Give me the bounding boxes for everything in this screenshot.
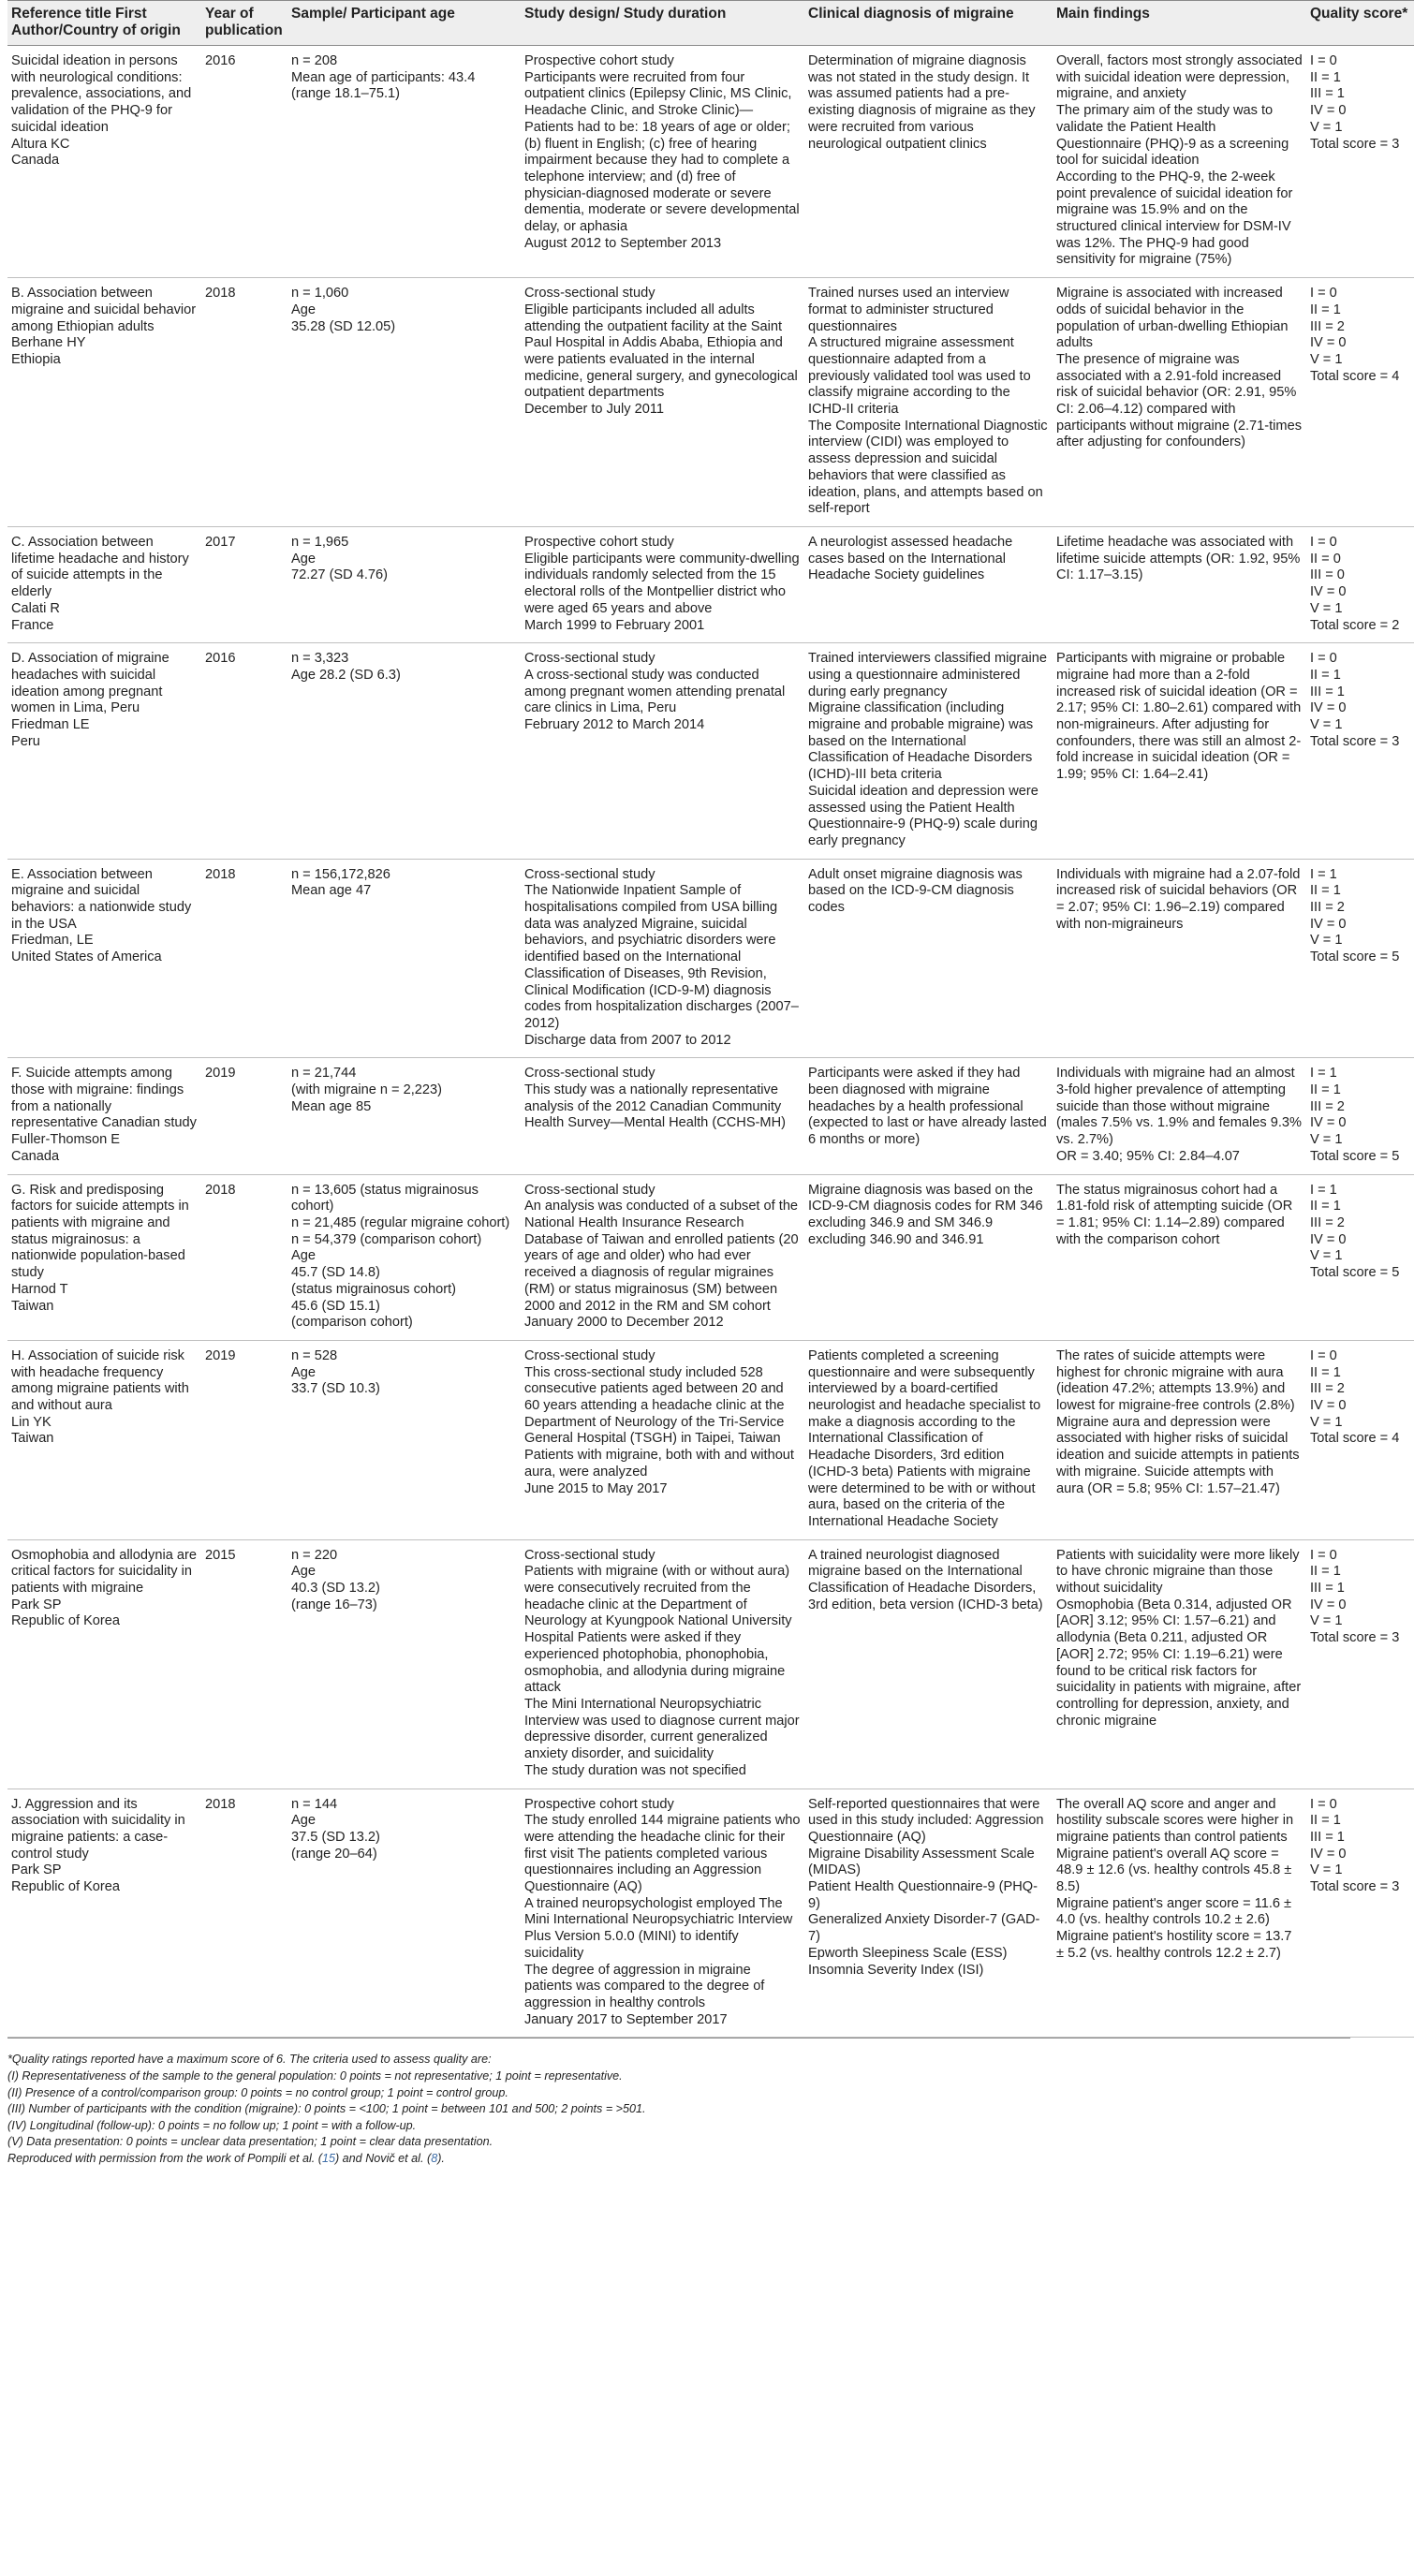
- table-row: [7, 1174, 1414, 1340]
- cell-design: Cross-sectional study An analysis was conducted of a subset of the National Health Insurance Research Database of Taiwan and enrolled patients (20 years of age and older) who had ever received a diagnosis of regular migraines (RM) or status migrainosus (SM) between 2000 and 2012 in the RM and SM cohort January 2000 to December 2012: [521, 1174, 804, 1340]
- cell-findings: Overall, factors most strongly associated with suicidal ideation were depression, migraine, and anxiety The primary aim of the study was to validate the Patient Health Questionnaire (PHQ)-9 as a screening tool for suicidal ideation According to the PHQ-9, the 2-week point prevalence of suicidal ideation for migraine was 15.9% and on the structured clinical interview for DSM-IV was 12%. The PHQ-9 had good sensitivity for migraine (75%): [1053, 46, 1306, 278]
- cell-quality-score: I = 1 II = 1 III = 2 IV = 0 V = 1 Total score = 5: [1306, 1058, 1414, 1174]
- footnote-line: (II) Presence of a control/comparison group: 0 points = no control group; 1 point = control group.: [7, 2085, 508, 2099]
- cell-diagnosis: Participants were asked if they had been diagnosed with migraine headaches by a health professional (expected to last or have already lasted 6 months or more): [804, 1058, 1053, 1174]
- cell-year: 2015: [201, 1539, 287, 1788]
- cell-diagnosis: Adult onset migraine diagnosis was based on the ICD-9-CM diagnosis codes: [804, 859, 1053, 1058]
- cell-reference: C. Association between lifetime headache and history of suicide attempts in the elderly Calati R France: [7, 526, 201, 642]
- cell-reference: Osmophobia and allodynia are critical factors for suicidality in patients with migraine Park SP Republic of Korea: [7, 1539, 201, 1788]
- cell-quality-score: I = 0 II = 1 III = 1 IV = 0 V = 1 Total score = 3: [1306, 1788, 1414, 2038]
- cell-sample: n = 208 Mean age of participants: 43.4 (range 18.1–75.1): [287, 46, 521, 278]
- footnote-line: (I) Representativeness of the sample to the general population: 0 points = not representative; 1 point = representative.: [7, 2068, 623, 2083]
- cell-diagnosis: A neurologist assessed headache cases based on the International Headache Society guidelines: [804, 526, 1053, 642]
- table-row: [7, 278, 1414, 527]
- cell-year: 2017: [201, 526, 287, 642]
- cell-diagnosis: Self-reported questionnaires that were used in this study included: Aggression Questionnaire (AQ) Migraine Disability Assessment Scale (MIDAS) Patient Health Questionnaire-9 (PHQ-9) Generalized Anxiety Disorder-7 (GAD-7) Epworth Sleepiness Scale (ESS) Insomnia Severity Index (ISI): [804, 1788, 1053, 2038]
- cell-sample: n = 1,060 Age 35.28 (SD 12.05): [287, 278, 521, 527]
- cell-quality-score: I = 0 II = 1 III = 1 IV = 0 V = 1 Total score = 3: [1306, 1539, 1414, 1788]
- attribution-suffix: ).: [437, 2151, 445, 2165]
- cell-sample: n = 1,965 Age 72.27 (SD 4.76): [287, 526, 521, 642]
- cell-findings: Lifetime headache was associated with lifetime suicide attempts (OR: 1.92, 95% CI: 1.17–3.15): [1053, 526, 1306, 642]
- header-quality: Quality score*: [1306, 1, 1414, 46]
- cell-diagnosis: Migraine diagnosis was based on the ICD-9-CM diagnosis codes for RM 346 excluding 346.9 and SM 346.9 excluding 346.90 and 346.91: [804, 1174, 1053, 1340]
- cell-quality-score: I = 1 II = 1 III = 2 IV = 0 V = 1 Total score = 5: [1306, 1174, 1414, 1340]
- header-diagnosis: Clinical diagnosis of migraine: [804, 1, 1053, 46]
- cell-design: Cross-sectional study The Nationwide Inpatient Sample of hospitalisations compiled from USA billing data was analyzed Migraine, suicidal behaviors, and psychiatric disorders were identified based on the International Classification of Diseases, 9th Revision, Clinical Modification (ICD-9-M) diagnosis codes from hospitalization discharges (2007–2012) Discharge data from 2007 to 2012: [521, 859, 804, 1058]
- cell-year: 2019: [201, 1340, 287, 1539]
- cell-findings: Individuals with migraine had an almost 3-fold higher prevalence of attempting suicide than those without migraine (males 7.5% vs. 1.9% and females 9.3% vs. 2.7%) OR = 3.40; 95% CI: 2.84–4.07: [1053, 1058, 1306, 1174]
- cell-quality-score: I = 0 II = 1 III = 2 IV = 0 V = 1 Total score = 4: [1306, 278, 1414, 527]
- cell-quality-score: I = 0 II = 1 III = 2 IV = 0 V = 1 Total score = 4: [1306, 1340, 1414, 1539]
- table-row: [7, 46, 1414, 278]
- cell-year: 2018: [201, 1174, 287, 1340]
- header-year: Year of publication: [201, 1, 287, 46]
- header-sample: Sample/ Participant age: [287, 1, 521, 46]
- cell-findings: The rates of suicide attempts were highest for chronic migraine with aura (ideation 47.2%; attempts 13.9%) and lowest for migraine-free controls (2.8%) Migraine aura and depression were associated with higher risks of suicidal ideation and suicide attempts in patients with migraine. Suicide attempts with aura (OR = 5.8; 95% CI: 1.57–21.47): [1053, 1340, 1306, 1539]
- cell-diagnosis: Trained nurses used an interview format to administer structured questionnaires A structured migraine assessment questionnaire adapted from a previously validated tool was used to classify migraine according to the ICHD-II criteria The Composite International Diagnostic interview (CIDI) was employed to assess depression and suicidal behaviors that were classified as ideation, plans, and attempts based on self-report: [804, 278, 1053, 527]
- cell-reference: D. Association of migraine headaches with suicidal ideation among pregnant women in Lima, Peru Friedman LE Peru: [7, 643, 201, 859]
- cell-year: 2019: [201, 1058, 287, 1174]
- attribution-middle: ) and Novič et al. (: [334, 2151, 432, 2165]
- attribution-prefix: Reproduced with permission from the work of Pompili et al. (: [7, 2151, 322, 2165]
- cell-year: 2018: [201, 859, 287, 1058]
- header-findings: Main findings: [1053, 1, 1306, 46]
- cell-sample: n = 3,323 Age 28.2 (SD 6.3): [287, 643, 521, 859]
- footnote-line: (IV) Longitudinal (follow-up): 0 points = no follow up; 1 point = with a follow-up.: [7, 2118, 417, 2132]
- cell-findings: Patients with suicidality were more likely to have chronic migraine than those without suicidality Osmophobia (Beta 0.314, adjusted OR [AOR] 3.12; 95% CI: 1.57–6.21) and allodynia (Beta 0.211, adjusted OR [AOR] 2.72; 95% CI: 1.19–6.21) were found to be critical risk factors for suicidality in patients with migraine, after controlling for depression, anxiety, and chronic migraine: [1053, 1539, 1306, 1788]
- cell-year: 2016: [201, 643, 287, 859]
- cell-findings: The overall AQ score and anger and hostility subscale scores were higher in migraine patients than control patients Migraine patient's overall AQ score = 48.9 ± 12.6 (vs. healthy controls 45.8 ± 8.5) Migraine patient's anger score = 11.6 ± 4.0 (vs. healthy controls 10.2 ± 2.6) Migraine patient's hostility score = 13.7 ± 5.2 (vs. healthy controls 12.2 ± 2.7): [1053, 1788, 1306, 2038]
- cell-reference: G. Risk and predisposing factors for suicide attempts in patients with migraine and status migrainosus: a nationwide population-based study Harnod T Taiwan: [7, 1174, 201, 1340]
- cell-sample: n = 156,172,826 Mean age 47: [287, 859, 521, 1058]
- cell-findings: The status migrainosus cohort had a 1.81-fold risk of attempting suicide (OR = 1.81; 95% CI: 1.14–2.89) compared with the comparison cohort: [1053, 1174, 1306, 1340]
- table-row: [7, 1340, 1414, 1539]
- cell-diagnosis: Patients completed a screening questionnaire and were subsequently interviewed by a board-certified neurologist and headache specialist to make a diagnosis according to the International Classification of Headache Disorders, 3rd edition (ICHD-3 beta) Patients with migraine were determined to be with or without aura, based on the criteria of the International Headache Society: [804, 1340, 1053, 1539]
- cell-reference: J. Aggression and its association with suicidality in migraine patients: a case-control study Park SP Republic of Korea: [7, 1788, 201, 2038]
- cell-design: Prospective cohort study Eligible participants were community-dwelling individuals randomly selected from the 15 electoral rolls of the Montpellier district who were aged 65 years and above March 1999 to February 2001: [521, 526, 804, 642]
- cell-design: Prospective cohort study Participants were recruited from four outpatient clinics (Epilepsy Clinic, MS Clinic, Headache Clinic, and Stroke Clinic)—Patients had to be: 18 years of age or older; (b) fluent in English; (c) free of hearing impairment because they had to complete a telephone interview; and (d) free of physician-diagnosed moderate or severe dementia, moderate or severe developmental delay, or aphasia August 2012 to September 2013: [521, 46, 804, 278]
- table-footnotes: [7, 2038, 1350, 2167]
- footnote-line: (V) Data presentation: 0 points = unclear data presentation; 1 point = clear data presentation.: [7, 2135, 493, 2149]
- table-row: [7, 643, 1414, 859]
- cell-sample: n = 21,744 (with migraine n = 2,223) Mean age 85: [287, 1058, 521, 1174]
- cell-diagnosis: A trained neurologist diagnosed migraine based on the International Classification of Headache Disorders, 3rd edition, beta version (ICHD-3 beta): [804, 1539, 1053, 1788]
- cell-findings: Migraine is associated with increased odds of suicidal behavior in the population of urban-dwelling Ethiopian adults The presence of migraine was associated with a 2.91-fold increased risk of suicidal behavior (OR: 2.91, 95% CI: 2.06–4.12) compared with participants without migraine (2.71-times after adjusting for confounders): [1053, 278, 1306, 527]
- cell-reference: E. Association between migraine and suicidal behaviors: a nationwide study in the USA Friedman, LE United States of America: [7, 859, 201, 1058]
- cell-sample: n = 144 Age 37.5 (SD 13.2) (range 20–64): [287, 1788, 521, 2038]
- cell-design: Cross-sectional study This study was a nationally representative analysis of the 2012 Canadian Community Health Survey—Mental Health (CCHS-MH): [521, 1058, 804, 1174]
- cell-sample: n = 220 Age 40.3 (SD 13.2) (range 16–73): [287, 1539, 521, 1788]
- table-row: [7, 859, 1414, 1058]
- header-design: Study design/ Study duration: [521, 1, 804, 46]
- cell-quality-score: I = 0 II = 1 III = 1 IV = 0 V = 1 Total score = 3: [1306, 46, 1414, 278]
- cell-reference: Suicidal ideation in persons with neurological conditions: prevalence, associations, and validation of the PHQ-9 for suicidal ideation Altura KC Canada: [7, 46, 201, 278]
- cell-quality-score: I = 1 II = 1 III = 2 IV = 0 V = 1 Total score = 5: [1306, 859, 1414, 1058]
- cell-sample: n = 528 Age 33.7 (SD 10.3): [287, 1340, 521, 1539]
- cell-quality-score: I = 0 II = 1 III = 1 IV = 0 V = 1 Total score = 3: [1306, 643, 1414, 859]
- cell-design: Cross-sectional study Eligible participants included all adults attending the outpatient facility at the Saint Paul Hospital in Addis Ababa, Ethiopia and were patients evaluated in the internal medicine, general surgery, and gynecological outpatient departments December to July 2011: [521, 278, 804, 527]
- cell-design: Cross-sectional study Patients with migraine (with or without aura) were consecutively recruited from the headache clinic at the Department of Neurology at Kyungpook National University Hospital Patients were asked if they experienced photophobia, phonophobia, osmophobia, and allodynia during migraine attack The Mini International Neuropsychiatric Interview was used to diagnose current major depressive disorder, current generalized anxiety disorder, and suicidality The study duration was not specified: [521, 1539, 804, 1788]
- footnote-line: *Quality ratings reported have a maximum score of 6. The criteria used to assess quality are:: [7, 2053, 492, 2067]
- cell-diagnosis: Determination of migraine diagnosis was not stated in the study design. It was assumed patients had a pre-existing diagnosis of migraine as they were recruited from various neurological outpatient clinics: [804, 46, 1053, 278]
- cell-sample: n = 13,605 (status migrainosus cohort) n = 21,485 (regular migraine cohort) n = 54,379 (comparison cohort) Age 45.7 (SD 14.8) (status migrainosus cohort) 45.6 (SD 15.1) (comparison cohort): [287, 1174, 521, 1340]
- table-row: [7, 1058, 1414, 1174]
- table-header-row: [7, 1, 1414, 46]
- cell-reference: H. Association of suicide risk with headache frequency among migraine patients with and without aura Lin YK Taiwan: [7, 1340, 201, 1539]
- cell-year: 2018: [201, 1788, 287, 2038]
- cell-findings: Individuals with migraine had a 2.07-fold increased risk of suicidal behaviors (OR = 2.07; 95% CI: 1.96–2.19) compared with non-migraineurs: [1053, 859, 1306, 1058]
- cell-reference: B. Association between migraine and suicidal behavior among Ethiopian adults Berhane HY Ethiopia: [7, 278, 201, 527]
- table-row: [7, 526, 1414, 642]
- citation-link-8[interactable]: 8: [431, 2151, 438, 2165]
- cell-year: 2018: [201, 278, 287, 527]
- header-reference: Reference title First Author/Country of origin: [7, 1, 201, 46]
- cell-quality-score: I = 0 II = 0 III = 0 IV = 0 V = 1 Total score = 2: [1306, 526, 1414, 642]
- studies-table: [7, 0, 1414, 2038]
- cell-design: Cross-sectional study This cross-sectional study included 528 consecutive patients aged between 20 and 60 years attending a headache clinic at the Department of Neurology of the Tri-Service General Hospital (TSGH) in Taipei, Taiwan Patients with migraine, both with and without aura, were analyzed June 2015 to May 2017: [521, 1340, 804, 1539]
- cell-year: 2016: [201, 46, 287, 278]
- cell-diagnosis: Trained interviewers classified migraine using a questionnaire administered during early pregnancy Migraine classification (including migraine and probable migraine) was based on the International Classification of Headache Disorders (ICHD)-III beta criteria Suicidal ideation and depression were assessed using the Patient Health Questionnaire-9 (PHQ-9) scale during early pregnancy: [804, 643, 1053, 859]
- table-row: [7, 1539, 1414, 1788]
- cell-design: Prospective cohort study The study enrolled 144 migraine patients who were attending the headache clinic for their first visit The patients completed various questionnaires including an Aggression Questionnaire (AQ) A trained neuropsychologist employed The Mini International Neuropsychiatric Interview Plus Version 5.0.0 (MINI) to identify suicidality The degree of aggression in migraine patients was compared to the degree of aggression in healthy controls January 2017 to September 2017: [521, 1788, 804, 2038]
- attribution-line: [7, 2151, 1350, 2168]
- footnote-line: (III) Number of participants with the condition (migraine): 0 points = <100; 1 point = between 101 and 500; 2 points = >501.: [7, 2102, 646, 2116]
- cell-reference: F. Suicide attempts among those with migraine: findings from a nationally representative Canadian study Fuller-Thomson E Canada: [7, 1058, 201, 1174]
- table-row: [7, 1788, 1414, 2038]
- table-body: [7, 46, 1414, 2038]
- citation-link-15[interactable]: 15: [321, 2151, 335, 2165]
- cell-findings: Participants with migraine or probable migraine had more than a 2-fold increased risk of suicidal ideation (OR = 2.17; 95% CI: 1.80–2.61) compared with non-migraineurs. After adjusting for confounders, there was still an almost 2-fold increase in suicidal ideation (OR = 1.99; 95% CI: 1.64–2.41): [1053, 643, 1306, 859]
- cell-design: Cross-sectional study A cross-sectional study was conducted among pregnant women attending prenatal care clinics in Lima, Peru February 2012 to March 2014: [521, 643, 804, 859]
